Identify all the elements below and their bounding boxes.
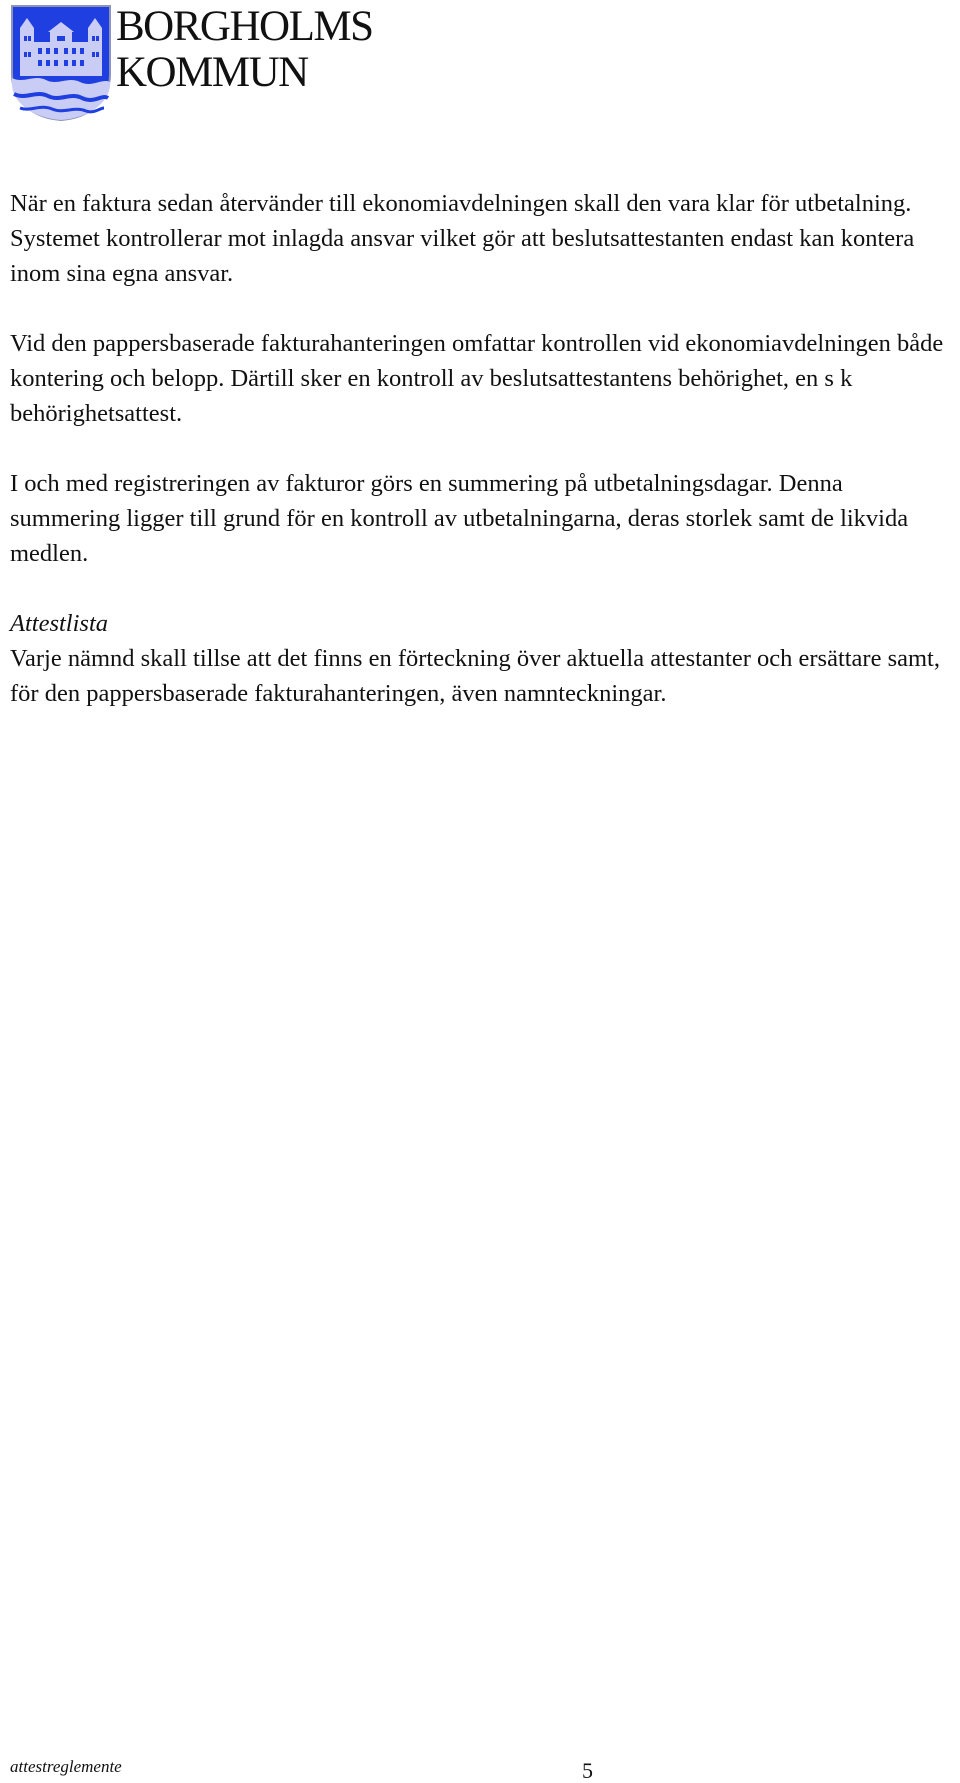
organization-name bbox=[116, 4, 373, 96]
paragraph-paper-control: Vid den pappersbaserade fakturahanteringen omfattar kontrollen vid ekonomiavdelningen både kontering och belopp. Därtill sker en kontroll av beslutsattestantens behörighet, en s k behörighetsattest. bbox=[10, 330, 944, 427]
organization-name-line2: KOMMUN bbox=[116, 49, 308, 96]
page-header bbox=[10, 4, 410, 124]
paragraph-invoice-return: När en faktura sedan återvänder till ekonomiavdelningen skall den vara klar för utbetalning. Systemet kontrollerar mot inlagda ansvar vilket gör att beslutsattestanten endast kan kontera inom sina egna ansvar. bbox=[10, 190, 915, 287]
footer-page-number: 5 bbox=[582, 1758, 593, 1783]
document-body bbox=[10, 186, 955, 746]
municipal-coat-of-arms-icon bbox=[10, 4, 112, 122]
paragraph-payment-summary: I och med registreringen av fakturor görs en summering på utbetalningsdagar. Denna summering ligger till grund för en kontroll av utbetalningarna, deras storlek samt de likvida medlen. bbox=[10, 470, 909, 567]
paragraph-attestlista: Varje nämnd skall tillse att det finns en förteckning över aktuella attestanter och ersättare samt, för den pappersbaserade fakturahanteringen, även namnteckningar. bbox=[10, 645, 940, 707]
footer-document-name: attestreglemente bbox=[10, 1757, 122, 1776]
organization-name-line1: BORGHOLMS bbox=[116, 3, 373, 50]
attestlista-section bbox=[10, 606, 955, 711]
section-heading-attestlista: Attestlista bbox=[10, 610, 108, 637]
